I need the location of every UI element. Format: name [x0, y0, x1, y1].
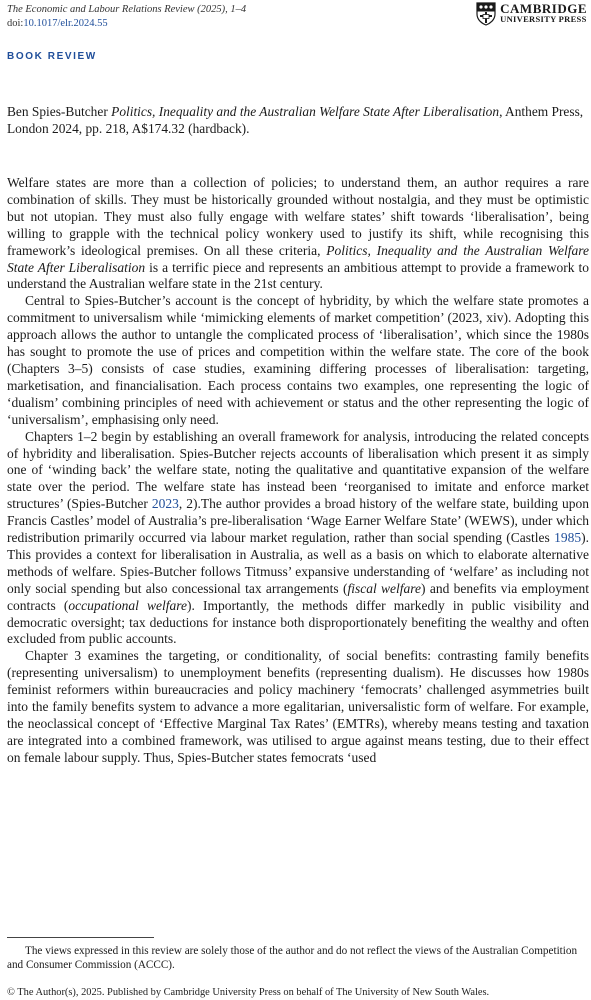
section-label: BOOK REVIEW: [7, 51, 97, 62]
book-title: Politics, Inequality and the Australian Welfare State After Liberalisation: [111, 104, 500, 119]
paragraph-1-text-c: is a terrific piece and represents an ambitious attempt to provide a framework to understand the Australian welfare state in the 21st century.: [7, 259, 589, 292]
book-author: Ben Spies-Butcher: [7, 104, 112, 119]
publisher-subname: UNIVERSITY PRESS: [500, 14, 587, 24]
paragraph-3-text-d: ) and benefits via employment contracts (: [7, 580, 589, 613]
cambridge-crest-icon: [476, 2, 496, 26]
publisher-name: CAMBRIDGE: [500, 1, 587, 16]
book-citation: [7, 103, 589, 137]
footnote-divider: [7, 937, 154, 938]
journal-citation: The Economic and Labour Relations Review (2025), 1–4: [7, 4, 247, 15]
paragraph-2: Central to Spies-Butcher’s account is the concept of hybridity, by which the welfare state promotes a commitment to universalism while ‘mimicking elements of market competition’ (2023, xiv). Adopting this approach allows the author to untangle the complicated process of ‘liberalisation’, which since the 1980s has sought to promote the use of prices and competition within the welfare state. The core of the book (Chapters 3–5) consists of case studies, examining differing processes of liberalisation: targeting, marketisation, and financialisation. Each process contains two examples, one representing the logic of ‘dualism’ combining principles of need with achievement or status and the other representing the logic of ‘universalism’, emphasising only need.: [7, 293, 589, 427]
doi-link[interactable]: 10.1017/elr.2024.55: [23, 18, 108, 29]
paragraph-1-book-title: Politics, Inequality and the Australian Welfare State After Liberalisation: [7, 242, 589, 275]
book-details: , Anthem Press, London 2024, pp. 218, A$174.32 (hardback).: [7, 104, 584, 136]
reference-link-2023[interactable]: 2023: [151, 496, 179, 512]
doi-line: [7, 17, 246, 31]
paragraph-3-text-a: Chapters 1–2 begin by establishing an overall framework for analysis, introducing the related concepts of hybridity and liberalisation. Spies-Butcher rejects accounts of liberalisation which present it as simply one of ‘winding back’ the welfare state, noting the qualitative and quantitative expansion of the welfare state over the period. The welfare state has instead been ‘reorganised to imitate and enforce market structures’ (Spies-Butcher: [7, 428, 589, 512]
review-body: [7, 175, 589, 767]
paragraph-4: Chapter 3 examines the targeting, or conditionality, of social benefits: contrasting family benefits (representing universalism) to unemployment benefits (representing dualism). He discusses how 1980s feminist reformers within bureaucracies and policy machinery ‘femocrats’ challenged asymmetries built into the family benefits system to advance a more egalitarian, universalistic form of welfare. For example, the neoclassical concept of ‘Effective Marginal Tax Rates’ (EMTRs), whereby means testing and taxation are integrated into a combined framework, was utilised to argue against means testing, due to their effect on female labour supply. Thus, Spies-Butcher states femocrats ‘used: [7, 648, 589, 765]
paragraph-3-text-c: ). This provides a context for liberalisation in Australia, as well as a basis on which to elaborate alternative methods of welfare. Spies-Butcher follows Titmuss’ expansive understanding of ‘welfare’ as including not only social spending but also concessional tax arrangements (: [7, 530, 589, 596]
reference-link-1985[interactable]: 1985: [554, 530, 582, 546]
copyright-line: © The Author(s), 2025. Published by Cambridge University Press on behalf of The University of New South Wales.: [7, 987, 490, 998]
paragraph-3-text-e: ). Importantly, the methods differ markedly in public visibility and democratic oversight; tax deductions for instance both disproportionately benefiting the wealthy and often excluded from public accounts.: [7, 597, 589, 647]
paragraph-3-occupational-welfare: occupational welfare: [68, 597, 187, 613]
paragraph-1: [7, 175, 589, 293]
publisher-logo: [476, 2, 587, 26]
doi-prefix: doi:: [7, 18, 24, 29]
paragraph-3: [7, 429, 589, 649]
publisher-wordmark: [500, 3, 587, 25]
paragraph-3-fiscal-welfare: fiscal welfare: [347, 580, 422, 596]
paragraph-1-text-a: Welfare states are more than a collection of policies; to understand them, an author requires a rare combination of skills. They must be historically grounded without nostalgia, and they must be optimistic but not utopian. They must also fully engage with welfare states’ shift towards ‘liberalisation’, being willing to grapple with the technical policy wonkery used to justify its shift, while recognising this framework’s ideological premises. On all these criteria,: [7, 175, 589, 258]
running-header: [7, 3, 246, 31]
paragraph-3-text-b: , 2).The author provides a broad history of the welfare state, building upon Francis Castles’ model of Australia’s pre-liberalisation ‘Wage Earner Welfare State’ (WEWS), under which redistribution primarily occurred via labour market regulation, rather than social spending (Castles: [7, 496, 589, 546]
footnote: The views expressed in this review are solely those of the author and do not reflect the views of the Australian Competition and Consumer Commission (ACCC).: [7, 945, 578, 971]
